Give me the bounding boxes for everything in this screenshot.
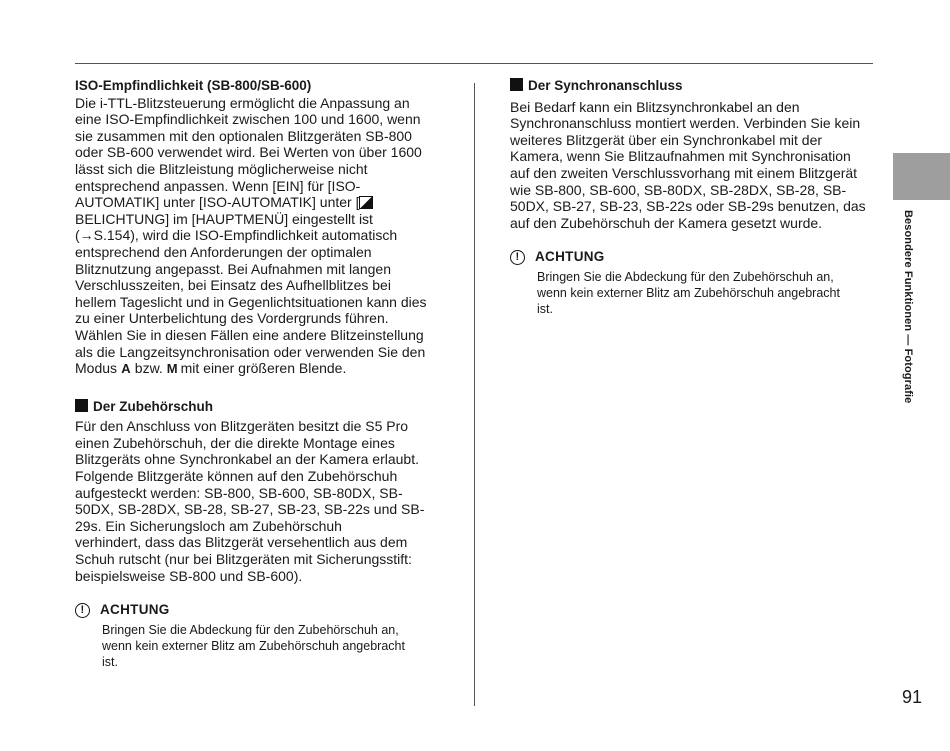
iso-line: Wählen Sie in diesen Fällen eine andere Blitzeinstellung [75, 326, 424, 343]
caution-line: ist. [537, 301, 553, 316]
chapter-label: Besondere Funktionen — Fotografie [902, 210, 914, 404]
iso-heading: ISO-Empfindlichkeit (SB-800/SB-600) [75, 78, 312, 93]
iso-line-text: bzw. [130, 360, 167, 377]
iso-line: eine ISO-Empfindlichkeit zwischen 100 und 1600, wenn [75, 111, 421, 128]
caution-line: wenn kein externer Blitz am Zubehörschuh angebracht [102, 638, 405, 653]
sync-line: Bei Bedarf kann ein Blitzsynchronkabel an den [510, 98, 800, 115]
chapter-tab [893, 153, 950, 200]
synchronanschluss-paragraph [510, 99, 876, 232]
shoe-line: Blitzgeräts ohne Synchronkabel an der Kamera erlaubt. [75, 451, 419, 468]
zubehoerschuh-heading [75, 399, 440, 416]
sync-line: 50DX, SB-27, SB-23, SB-22s oder SB-29s benutzen, das [510, 198, 866, 215]
black-square-icon [510, 78, 523, 91]
right-column [510, 78, 876, 317]
left-column [75, 78, 440, 670]
iso-line: entsprechend anpassen. Wenn [EIN] für [ISO- [75, 177, 361, 194]
shoe-line: Folgende Blitzgeräte können auf den Zubehörschuh [75, 468, 398, 485]
top-rule [75, 63, 873, 64]
iso-line: lässt sich die Blitzleistung möglicherweise nicht [75, 160, 368, 177]
caution-line: Bringen Sie die Abdeckung für den Zubehörschuh an, [537, 269, 834, 284]
exposure-compensation-icon [359, 196, 373, 209]
shoe-line: Schuh rutscht (nur bei Blitzgeräten mit Sicherungsstift: [75, 551, 412, 568]
iso-line [75, 194, 440, 211]
iso-line: entsprechend den Anforderungen der optimalen [75, 243, 372, 260]
sync-line: auf den Zubehörschuh der Kamera gesetzt wurde. [510, 214, 823, 231]
exclamation-circle-icon: ! [75, 603, 90, 618]
caution-line: wenn kein externer Blitz am Zubehörschuh angebracht [537, 285, 840, 300]
zubehoerschuh-paragraph [75, 418, 440, 584]
page-number: 91 [902, 687, 923, 707]
exclamation-circle-icon: ! [510, 250, 525, 265]
iso-line: Die i-TTL-Blitzsteuerung ermöglicht die Anpassung an [75, 94, 410, 111]
caution-text [102, 622, 440, 670]
iso-line-text: AUTOMATIK] unter [ISO-AUTOMATIK] unter [ [75, 194, 360, 211]
shoe-line: beispielsweise SB-800 und SB-600). [75, 567, 303, 584]
column-divider [474, 83, 475, 706]
synchronanschluss-heading [510, 78, 876, 95]
iso-line: BELICHTUNG] im [HAUPTMENÜ] eingestellt ist [75, 210, 373, 227]
caution-line: ist. [102, 654, 118, 669]
iso-line [75, 360, 440, 378]
zubehoerschuh-heading-text: Der Zubehörschuh [93, 398, 214, 414]
sync-line: Kamera, wenn Sie Blitzaufnahmen mit Synchronisation [510, 148, 851, 165]
caution-title: ACHTUNG [100, 602, 170, 618]
iso-line: (→S.154), wird die ISO-Empfindlichkeit automatisch [75, 227, 398, 244]
caution-heading [510, 249, 876, 266]
sync-line: wie SB-800, SB-600, SB-80DX, SB-28DX, SB-28, SB- [510, 181, 847, 198]
sync-line: weiteres Blitzgerät über ein Synchronkabel mit der [510, 131, 823, 148]
iso-paragraph [75, 95, 440, 378]
shoe-line: 29s. Ein Sicherungsloch am Zubehörschuh [75, 517, 342, 534]
black-square-icon [75, 399, 88, 412]
iso-line-text: Modus [75, 360, 121, 377]
sync-line: Synchronanschluss montiert werden. Verbinden Sie kein [510, 115, 861, 132]
shoe-line: einen Zubehörschuh, der die direkte Montage eines [75, 434, 395, 451]
caution-title: ACHTUNG [535, 249, 605, 265]
shoe-line: 50DX, SB-28DX, SB-28, SB-27, SB-23, SB-22s und SB- [75, 501, 425, 518]
caution-line: Bringen Sie die Abdeckung für den Zubehörschuh an, [102, 622, 399, 637]
mode-m-icon: M [166, 361, 178, 377]
caution-text [537, 269, 876, 317]
sync-line: auf den zweiten Verschlussvorhang mit einem Blitzgerät [510, 164, 858, 181]
iso-line: Verschlusszeiten, bei Einsatz des Aufhellblitzes bei [75, 277, 391, 294]
iso-line: als die Langzeitsynchronisation oder verwenden Sie den [75, 343, 426, 360]
shoe-line: Für den Anschluss von Blitzgeräten besitzt die S5 Pro [75, 418, 409, 435]
iso-line: Blitznutzung angepasst. Bei Aufnahmen mit langen [75, 260, 391, 277]
iso-line: oder SB-600 verwendet wird. Bei Werten von über 1600 [75, 144, 422, 161]
synchronanschluss-heading-text: Der Synchronanschluss [528, 78, 683, 93]
iso-line: zu einer Unterbelichtung des Vordergrunds führen. [75, 310, 389, 327]
iso-line: hellem Tageslicht und in Gegenlichtsituationen kann dies [75, 293, 427, 310]
shoe-line: verhindert, dass das Blitzgerät versehentlich aus dem [75, 534, 408, 551]
iso-line: sie zusammen mit den optionalen Blitzgeräten SB-800 [75, 127, 412, 144]
caution-heading [75, 602, 440, 619]
iso-line-text: mit einer größeren Blende. [176, 360, 347, 377]
shoe-line: aufgesteckt werden: SB-800, SB-600, SB-80DX, SB- [75, 484, 403, 501]
mode-a-icon: A [121, 361, 131, 377]
